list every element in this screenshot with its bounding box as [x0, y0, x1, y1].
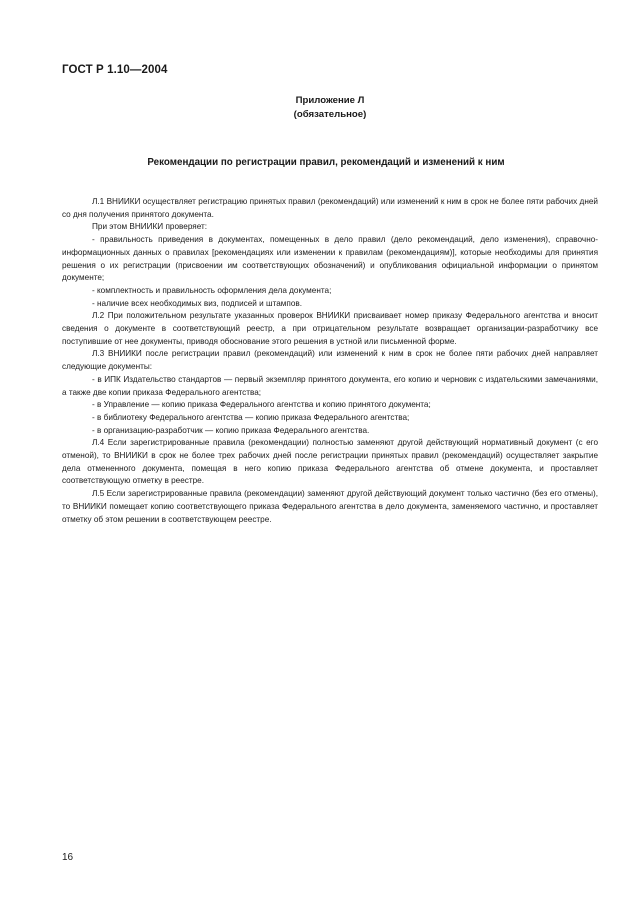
paragraph-l4: Л.4 Если зарегистрированные правила (рекомендации) полностью заменяют другой действующий нормативный документ (с его отменой), то ВНИИКИ в срок не более трех рабочих дней после регистрации принятых правил (рекомендаций) осуществляет закрытие дела отмененного документа, помещая в него копию приказа Федерального агентства об отмене документа, и проставляет соответствующую отметку в реестре.: [62, 438, 598, 486]
document-body: [62, 196, 598, 526]
paragraph-l1: Л.1 ВНИИКИ осуществляет регистрацию принятых правил (рекомендаций) или изменений к ним в срок не более пяти рабочих дней со дня получения принятого документа.: [62, 197, 598, 219]
appendix-label: Приложение Л: [295, 95, 365, 106]
list-item-check-completeness: - комплектность и правильность оформления дела документа;: [92, 285, 332, 295]
list-item-send-library: - в библиотеку Федерального агентства — копию приказа Федерального агентства;: [92, 412, 410, 422]
standard-code: ГОСТ Р 1.10—2004: [62, 64, 168, 76]
paragraph-l3: Л.3 ВНИИКИ после регистрации правил (рекомендаций) или изменений к ним в срок не более пяти рабочих дней направляет следующие документы:: [62, 349, 598, 372]
page-number: 16: [62, 852, 74, 863]
list-item-send-developer: - в организацию-разработчик — копию приказа Федерального агентства.: [92, 425, 370, 435]
list-item-check-signatures: - наличие всех необходимых виз, подписей и штампов.: [92, 298, 303, 308]
list-item-send-publisher: - в ИПК Издательство стандартов — первый экземпляр принятого документа, его копию и черновик с издательскими замечаниями, а также две копии приказа Федерального агентства;: [62, 374, 598, 397]
paragraph-l2: Л.2 При положительном результате указанных проверок ВНИИКИ присваивает номер приказу Федерального агентства и вносит сведения о документе в соответствующий реестр, а при отрицательном результате возвращает организации-разработчику все поступившие от нее документы, приводя обоснование этого решения в устной или письменной форме.: [62, 311, 598, 346]
document-title: Рекомендации по регистрации правил, рекомендаций и изменений к ним: [147, 157, 505, 168]
list-item-send-department: - в Управление — копию приказа Федерального агентства и копию принятого документа;: [92, 400, 431, 410]
paragraph-l5: Л.5 Если зарегистрированные правила (рекомендации) заменяют другой действующий документ только частично (без его отмены), то ВНИИКИ помещает копию соответствующего приказа Федерального агентства в дело документа, заменяемого частично, и проставляет отметку об этом решении в соответствующем реестре.: [62, 489, 598, 524]
appendix-status: (обязательное): [293, 109, 367, 120]
paragraph-check-intro: При этом ВНИИКИ проверяет:: [92, 222, 208, 232]
appendix-heading: [0, 94, 630, 122]
list-item-check-correctness: - правильность приведения в документах, помещенных в дело правил (дело рекомендаций, дело изменения), справочно-информационных данных о правилах [рекомендациях или изменении к правилам (рекомендациям)], которые необходимы для принятия решения о их регистрации (присвоении им соответствующих обозначений) и опубликования официальной информации о принятом документе;: [62, 235, 598, 283]
